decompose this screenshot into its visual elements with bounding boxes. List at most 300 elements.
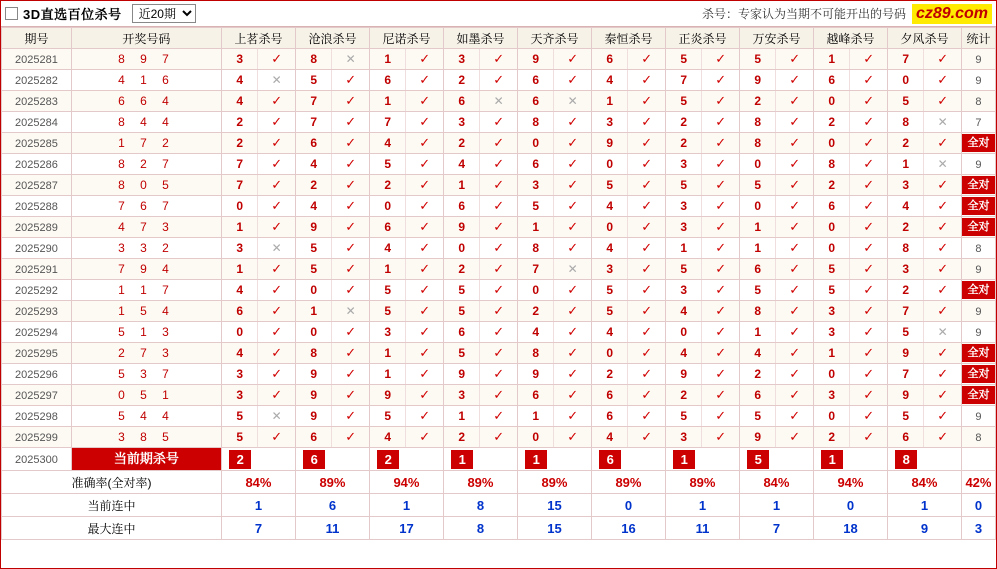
cell-issue: 2025296	[2, 364, 72, 385]
check-icon: ✓	[789, 156, 801, 171]
kill-digit: 0	[888, 70, 925, 90]
cell-draw-numbers: 1 7 2	[71, 133, 221, 154]
cell-statistic: 9	[961, 49, 995, 70]
cell-kill-number	[665, 175, 739, 196]
kill-digit: 3	[888, 175, 925, 195]
check-icon: ✓	[345, 156, 357, 171]
check-icon: ✓	[715, 198, 727, 213]
kill-digit: 5	[740, 406, 777, 426]
kill-digit: 9	[518, 364, 555, 384]
cell-issue: 2025283	[2, 91, 72, 112]
check-icon: ✓	[493, 219, 505, 234]
kill-digit: 4	[370, 238, 407, 258]
cell-draw-numbers: 3 3 2	[71, 238, 221, 259]
cell-kill-number	[665, 322, 739, 343]
kill-digit: 4	[222, 70, 259, 90]
check-icon: ✓	[345, 198, 357, 213]
table-row	[2, 301, 996, 322]
kill-digit: 0	[222, 196, 259, 216]
cell-kill-number	[517, 175, 591, 196]
table-body	[2, 49, 996, 540]
kill-digit: 5	[444, 280, 481, 300]
check-icon: ✓	[789, 114, 801, 129]
footer-row	[2, 471, 996, 494]
check-icon: ✓	[789, 408, 801, 423]
cell-kill-number	[369, 238, 443, 259]
cell-kill-number	[813, 364, 887, 385]
cell-kill-number	[591, 70, 665, 91]
check-icon: ✓	[789, 429, 801, 444]
cell-kill-number	[369, 70, 443, 91]
table-row	[2, 91, 996, 112]
footer-value: 6	[295, 494, 369, 517]
kill-digit: 6	[592, 406, 629, 426]
check-icon: ✓	[937, 177, 949, 192]
kill-digit: 8	[518, 238, 555, 258]
check-icon: ✓	[345, 93, 357, 108]
check-icon: ✓	[789, 177, 801, 192]
check-icon: ✓	[493, 366, 505, 381]
cell-kill-number	[221, 343, 295, 364]
kill-digit: 3	[370, 322, 407, 342]
kill-digit: 9	[296, 364, 333, 384]
kill-digit: 0	[370, 196, 407, 216]
cell-kill-number	[739, 427, 813, 448]
cell-kill-number	[295, 322, 369, 343]
check-icon: ✓	[863, 198, 875, 213]
cell-kill-number	[813, 301, 887, 322]
kill-digit: 0	[814, 133, 851, 153]
cell-kill-number	[887, 154, 961, 175]
current-period-row	[2, 448, 996, 471]
cell-statistic: 9	[961, 70, 995, 91]
cell-kill-number	[591, 154, 665, 175]
footer-statistic: 0	[961, 494, 995, 517]
cell-issue: 2025288	[2, 196, 72, 217]
all-correct-badge: 全对	[962, 386, 995, 404]
cell-kill-number	[665, 364, 739, 385]
check-icon: ✓	[863, 156, 875, 171]
check-icon: ✓	[419, 198, 431, 213]
cell-kill-number	[443, 322, 517, 343]
table-row	[2, 427, 996, 448]
kill-digit: 2	[666, 112, 703, 132]
col-draw-numbers: 开奖号码	[71, 28, 221, 49]
check-icon: ✓	[789, 261, 801, 276]
kill-digit: 4	[740, 343, 777, 363]
cell-kill-number	[591, 238, 665, 259]
kill-digit: 6	[518, 154, 555, 174]
check-icon: ✓	[715, 366, 727, 381]
cell-kill-number	[665, 385, 739, 406]
cell-kill-number	[295, 175, 369, 196]
kill-digit: 0	[814, 91, 851, 111]
kill-digit: 7	[222, 175, 259, 195]
footer-value: 89%	[443, 471, 517, 494]
cell-kill-number	[517, 91, 591, 112]
cell-kill-number	[813, 259, 887, 280]
cell-kill-number	[517, 49, 591, 70]
cell-kill-number	[295, 196, 369, 217]
cell-statistic	[961, 385, 995, 406]
kill-digit: 1	[444, 406, 481, 426]
col-expert-3: 尼诺杀号	[369, 28, 443, 49]
check-icon: ✓	[271, 156, 283, 171]
kill-digit: 2	[814, 112, 851, 132]
cell-kill-number	[517, 70, 591, 91]
cell-kill-number	[591, 406, 665, 427]
kill-digit: 1	[370, 343, 407, 363]
cell-kill-number	[739, 238, 813, 259]
cross-icon: ✕	[345, 52, 356, 66]
kill-digit: 0	[592, 343, 629, 363]
kill-digit: 5	[296, 259, 333, 279]
period-select[interactable]	[132, 4, 196, 23]
kill-digit: 6	[518, 91, 555, 111]
cell-kill-number	[221, 406, 295, 427]
check-icon: ✓	[493, 135, 505, 150]
kill-digit: 2	[888, 217, 925, 237]
kill-digit: 7	[296, 112, 333, 132]
check-icon: ✓	[419, 240, 431, 255]
cell-kill-number	[517, 280, 591, 301]
cell-kill-number	[887, 406, 961, 427]
kill-digit: 0	[296, 322, 333, 342]
footer-value: 1	[739, 494, 813, 517]
kill-digit: 3	[444, 385, 481, 405]
check-icon: ✓	[641, 282, 653, 297]
footer-value: 7	[221, 517, 295, 540]
check-icon: ✓	[641, 219, 653, 234]
kill-digit: 9	[740, 427, 777, 447]
check-icon: ✓	[789, 387, 801, 402]
cell-issue: 2025295	[2, 343, 72, 364]
check-icon: ✓	[493, 387, 505, 402]
cell-kill-number	[443, 385, 517, 406]
check-icon: ✓	[345, 72, 357, 87]
kill-digit: 6	[518, 70, 555, 90]
footer-value: 8	[443, 517, 517, 540]
check-icon: ✓	[567, 177, 579, 192]
cell-current-kill-number: 2	[369, 448, 443, 471]
kill-digit: 4	[592, 70, 629, 90]
cell-statistic	[961, 343, 995, 364]
kill-digit: 5	[888, 406, 925, 426]
kill-digit: 0	[666, 322, 703, 342]
check-icon: ✓	[493, 240, 505, 255]
check-icon: ✓	[271, 261, 283, 276]
cell-kill-number	[221, 322, 295, 343]
cell-kill-number	[591, 49, 665, 70]
check-icon: ✓	[641, 114, 653, 129]
kill-digit: 2	[592, 364, 629, 384]
check-icon: ✓	[863, 429, 875, 444]
kill-digit: 2	[888, 133, 925, 153]
cell-kill-number	[443, 175, 517, 196]
cell-issue: 2025284	[2, 112, 72, 133]
check-icon: ✓	[715, 282, 727, 297]
kill-digit: 3	[666, 154, 703, 174]
check-icon: ✓	[419, 366, 431, 381]
kill-digit: 1	[518, 217, 555, 237]
footer-value: 8	[443, 494, 517, 517]
cell-kill-number	[295, 259, 369, 280]
all-correct-badge: 全对	[962, 134, 995, 152]
footer-value: 1	[221, 494, 295, 517]
footer-value: 89%	[665, 471, 739, 494]
check-icon: ✓	[789, 198, 801, 213]
cell-kill-number	[517, 259, 591, 280]
cell-issue: 2025287	[2, 175, 72, 196]
kill-digit: 2	[444, 259, 481, 279]
footer-value: 11	[295, 517, 369, 540]
kill-digit: 3	[592, 259, 629, 279]
kill-digit: 8	[518, 112, 555, 132]
kill-digit: 2	[666, 133, 703, 153]
cell-statistic: 8	[961, 427, 995, 448]
kill-digit: 0	[518, 427, 555, 447]
cell-kill-number	[813, 112, 887, 133]
header-row	[2, 28, 996, 49]
table-row	[2, 70, 996, 91]
check-icon: ✓	[641, 429, 653, 444]
check-icon: ✓	[641, 366, 653, 381]
cell-kill-number	[739, 322, 813, 343]
kill-digit: 0	[814, 217, 851, 237]
cell-kill-number	[517, 322, 591, 343]
cell-kill-number	[887, 133, 961, 154]
check-icon: ✓	[271, 93, 283, 108]
kill-digit: 6	[740, 385, 777, 405]
cell-kill-number	[591, 427, 665, 448]
select-all-checkbox[interactable]	[5, 7, 18, 20]
check-icon: ✓	[789, 324, 801, 339]
cell-kill-number	[739, 196, 813, 217]
kill-digit: 1	[740, 238, 777, 258]
cell-kill-number	[369, 49, 443, 70]
kill-digit: 0	[518, 133, 555, 153]
kill-digit: 7	[222, 154, 259, 174]
cell-kill-number	[739, 259, 813, 280]
kill-digit: 7	[370, 112, 407, 132]
kill-digit: 4	[296, 196, 333, 216]
cell-current-kill-number: 6	[295, 448, 369, 471]
kill-digit: 5	[666, 91, 703, 111]
kill-digit: 6	[592, 49, 629, 69]
check-icon: ✓	[641, 324, 653, 339]
check-icon: ✓	[641, 345, 653, 360]
cell-kill-number	[813, 427, 887, 448]
cell-draw-numbers: 2 7 3	[71, 343, 221, 364]
cell-kill-number	[369, 196, 443, 217]
check-icon: ✓	[715, 387, 727, 402]
cell-kill-number	[665, 427, 739, 448]
cell-kill-number	[369, 406, 443, 427]
cell-kill-number	[369, 343, 443, 364]
cell-kill-number	[443, 217, 517, 238]
check-icon: ✓	[937, 429, 949, 444]
check-icon: ✓	[863, 282, 875, 297]
cell-kill-number	[517, 217, 591, 238]
table-header	[2, 28, 996, 49]
kill-digit: 9	[296, 406, 333, 426]
page-title: 3D直选百位杀号	[23, 7, 122, 22]
check-icon: ✓	[937, 366, 949, 381]
kill-digit: 2	[222, 133, 259, 153]
kill-digit: 4	[370, 427, 407, 447]
check-icon: ✓	[567, 345, 579, 360]
kill-digit: 1	[740, 217, 777, 237]
check-icon: ✓	[345, 240, 357, 255]
cell-kill-number	[665, 343, 739, 364]
kill-digit: 3	[592, 112, 629, 132]
site-logo: cz89.com	[912, 4, 992, 24]
check-icon: ✓	[715, 219, 727, 234]
check-icon: ✓	[567, 51, 579, 66]
kill-digit: 4	[370, 133, 407, 153]
cell-kill-number	[221, 175, 295, 196]
cell-kill-number	[369, 301, 443, 322]
table-row	[2, 259, 996, 280]
cell-kill-number	[665, 217, 739, 238]
check-icon: ✓	[863, 366, 875, 381]
cell-kill-number	[665, 280, 739, 301]
col-expert-7: 正炎杀号	[665, 28, 739, 49]
footer-value: 7	[739, 517, 813, 540]
check-icon: ✓	[567, 240, 579, 255]
cell-kill-number	[443, 154, 517, 175]
cell-kill-number	[813, 385, 887, 406]
cell-kill-number	[739, 217, 813, 238]
cell-issue: 2025285	[2, 133, 72, 154]
table-row	[2, 133, 996, 154]
check-icon: ✓	[271, 282, 283, 297]
kill-digit: 4	[222, 343, 259, 363]
footer-value: 84%	[739, 471, 813, 494]
kill-digit: 6	[814, 196, 851, 216]
kill-digit: 6	[518, 385, 555, 405]
cell-kill-number	[887, 217, 961, 238]
all-correct-badge: 全对	[962, 365, 995, 383]
check-icon: ✓	[419, 303, 431, 318]
cell-kill-number	[517, 385, 591, 406]
kill-digit: 2	[444, 133, 481, 153]
table-row	[2, 49, 996, 70]
cell-kill-number	[591, 301, 665, 322]
check-icon: ✓	[419, 114, 431, 129]
check-icon: ✓	[641, 261, 653, 276]
footer-label: 最大连中	[2, 517, 222, 540]
kill-digit: 8	[888, 112, 925, 132]
cell-kill-number	[813, 322, 887, 343]
kill-digit: 5	[888, 322, 925, 342]
cell-kill-number	[665, 133, 739, 154]
check-icon: ✓	[345, 282, 357, 297]
check-icon: ✓	[271, 366, 283, 381]
footer-row	[2, 494, 996, 517]
kill-digit: 0	[518, 280, 555, 300]
table-row	[2, 154, 996, 175]
check-icon: ✓	[419, 177, 431, 192]
col-expert-6: 秦恒杀号	[591, 28, 665, 49]
kill-digit: 9	[666, 364, 703, 384]
cell-kill-number	[739, 343, 813, 364]
check-icon: ✓	[345, 219, 357, 234]
check-icon: ✓	[567, 282, 579, 297]
table-row	[2, 343, 996, 364]
kill-digit: 3	[518, 175, 555, 195]
kill-digit: 9	[296, 217, 333, 237]
check-icon: ✓	[789, 135, 801, 150]
cell-draw-numbers: 8 0 5	[71, 175, 221, 196]
check-icon: ✓	[863, 324, 875, 339]
check-icon: ✓	[419, 72, 431, 87]
kill-digit: 4	[666, 343, 703, 363]
cell-kill-number	[295, 238, 369, 259]
footer-value: 18	[813, 517, 887, 540]
cell-kill-number	[739, 70, 813, 91]
check-icon: ✓	[863, 387, 875, 402]
cell-kill-number	[221, 196, 295, 217]
check-icon: ✓	[493, 261, 505, 276]
kill-digit: 0	[814, 406, 851, 426]
check-icon: ✓	[715, 324, 727, 339]
kill-digit: 1	[666, 238, 703, 258]
check-icon: ✓	[937, 345, 949, 360]
kill-digit: 5	[592, 280, 629, 300]
cell-kill-number	[443, 49, 517, 70]
check-icon: ✓	[271, 345, 283, 360]
check-icon: ✓	[937, 51, 949, 66]
cell-current-kill-number: 1	[665, 448, 739, 471]
check-icon: ✓	[715, 135, 727, 150]
kill-digit: 2	[740, 91, 777, 111]
check-icon: ✓	[937, 135, 949, 150]
kill-digit: 8	[740, 301, 777, 321]
cell-draw-numbers: 6 6 4	[71, 91, 221, 112]
check-icon: ✓	[641, 240, 653, 255]
cell-kill-number	[739, 133, 813, 154]
kill-digit: 1	[370, 259, 407, 279]
check-icon: ✓	[567, 135, 579, 150]
kill-digit: 5	[370, 301, 407, 321]
kill-digit: 3	[444, 112, 481, 132]
footer-value: 84%	[887, 471, 961, 494]
cell-statistic: 7	[961, 112, 995, 133]
check-icon: ✓	[715, 72, 727, 87]
kill-digit: 0	[592, 154, 629, 174]
check-icon: ✓	[419, 219, 431, 234]
cross-icon: ✕	[937, 157, 948, 171]
kill-digit: 5	[814, 280, 851, 300]
toolbar	[1, 1, 996, 27]
check-icon: ✓	[863, 345, 875, 360]
footer-value: 0	[591, 494, 665, 517]
kill-digit: 6	[888, 427, 925, 447]
cell-kill-number	[295, 217, 369, 238]
table-row	[2, 322, 996, 343]
footer-row	[2, 517, 996, 540]
kill-digit: 4	[592, 238, 629, 258]
check-icon: ✓	[863, 135, 875, 150]
cell-kill-number	[443, 427, 517, 448]
cell-kill-number	[813, 280, 887, 301]
cell-kill-number	[813, 175, 887, 196]
kill-digit: 7	[296, 91, 333, 111]
footer-value: 89%	[517, 471, 591, 494]
kill-digit: 5	[222, 406, 259, 426]
cell-kill-number	[295, 385, 369, 406]
